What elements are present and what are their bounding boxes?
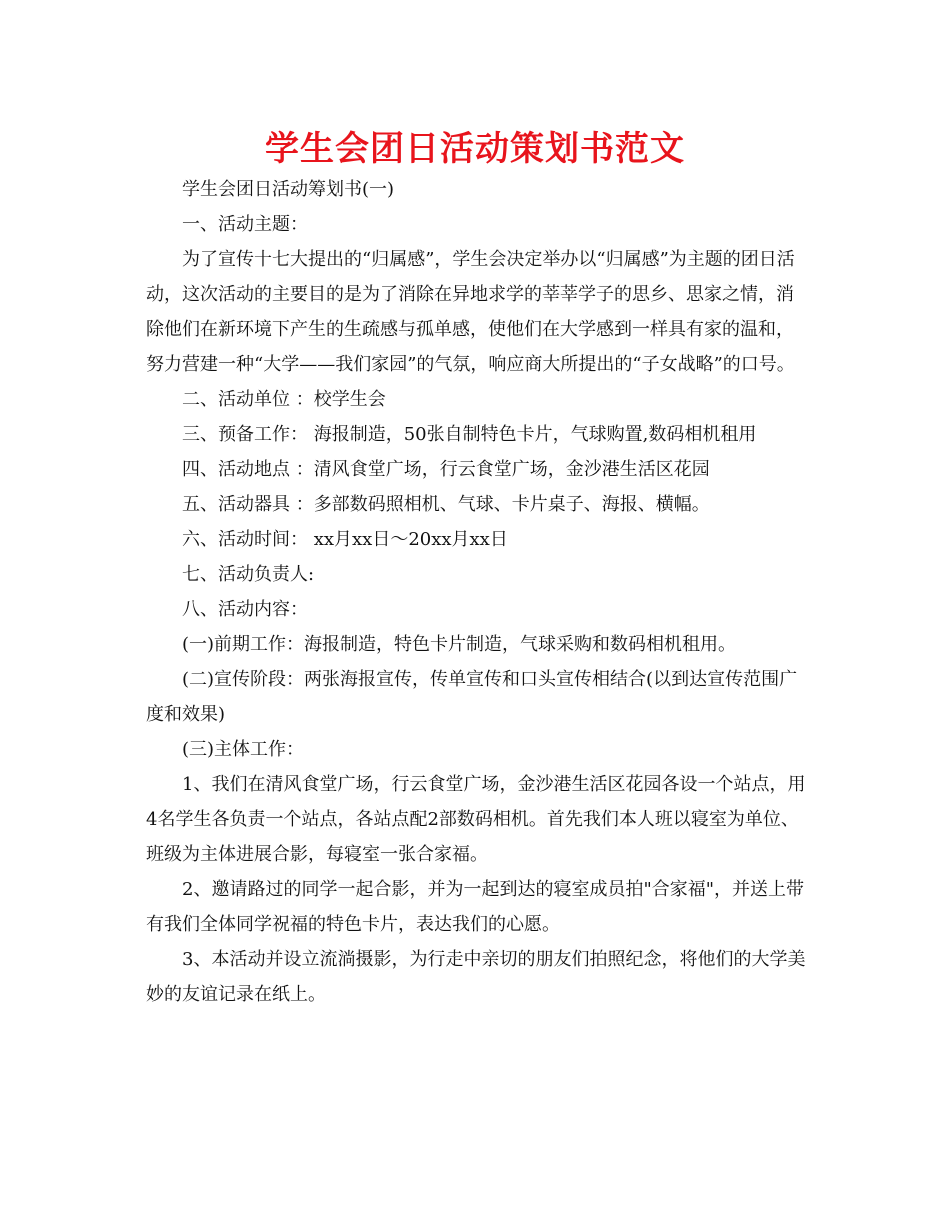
document-body — [146, 172, 810, 1012]
section-owner: 七、活动负责人: — [182, 564, 315, 585]
subsection-early-work: (一)前期工作：海报制造，特色卡片制造，气球采购和数码相机租用。 — [182, 634, 737, 655]
section-time: 六、活动时间： xx月xx日～20xx月xx日 — [182, 529, 508, 550]
subsection-publicity: (二)宣传阶段：两张海报宣传，传单宣传和口头宣传相结合(以到达宣传范围广度和效果) — [146, 669, 798, 725]
section-unit: 二、活动单位 ：校学生会 — [182, 389, 386, 410]
document-title: 学生会团日活动策划书范文 — [265, 129, 685, 169]
list-item-3: 3、本活动并设立流淌摄影，为行走中亲切的朋友们拍照纪念，将他们的大学美妙的友谊记录在纸上。 — [146, 949, 806, 1005]
subtitle-line: 学生会团日活动筹划书(一) — [182, 179, 395, 200]
list-item-2: 2、邀请路过的同学一起合影，并为一起到达的寝室成员拍"合家福"，并送上带有我们全体同学祝福的特色卡片，表达我们的心愿。 — [146, 879, 805, 935]
section-equipment: 五、活动器具 ：多部数码照相机、气球、卡片桌子、海报、横幅。 — [182, 494, 710, 515]
section-preparation: 三、预备工作： 海报制造，50张自制特色卡片，气球购置,数码相机租用 — [182, 424, 757, 445]
list-item-1: 1、我们在清风食堂广场，行云食堂广场，金沙港生活区花园各设一个站点，用4名学生各负责一个站点，各站点配2部数码相机。首先我们本人班以寝室为单位、班级为主体进展合影，每寝室一张合家福。 — [146, 774, 806, 865]
paragraph-theme-description: 为了宣传十七大提出的“归属感”，学生会决定举办以“归属感”为主题的团日活动，这次活动的主要目的是为了消除在异地求学的莘莘学子的思乡、思家之情，消除他们在新环境下产生的生疏感与孤单感，使他们在大学感到一样具有家的温和，努力营建一种“大学——我们家园”的气氛，响应商大所提出的“子女战略”的口号。 — [146, 249, 795, 375]
subsection-main-work: (三)主体工作： — [182, 739, 305, 760]
section-location: 四、活动地点 ：清风食堂广场，行云食堂广场，金沙港生活区花园 — [182, 459, 710, 480]
section-heading-theme: 一、活动主题： — [182, 214, 308, 235]
section-content-heading: 八、活动内容： — [182, 599, 308, 620]
